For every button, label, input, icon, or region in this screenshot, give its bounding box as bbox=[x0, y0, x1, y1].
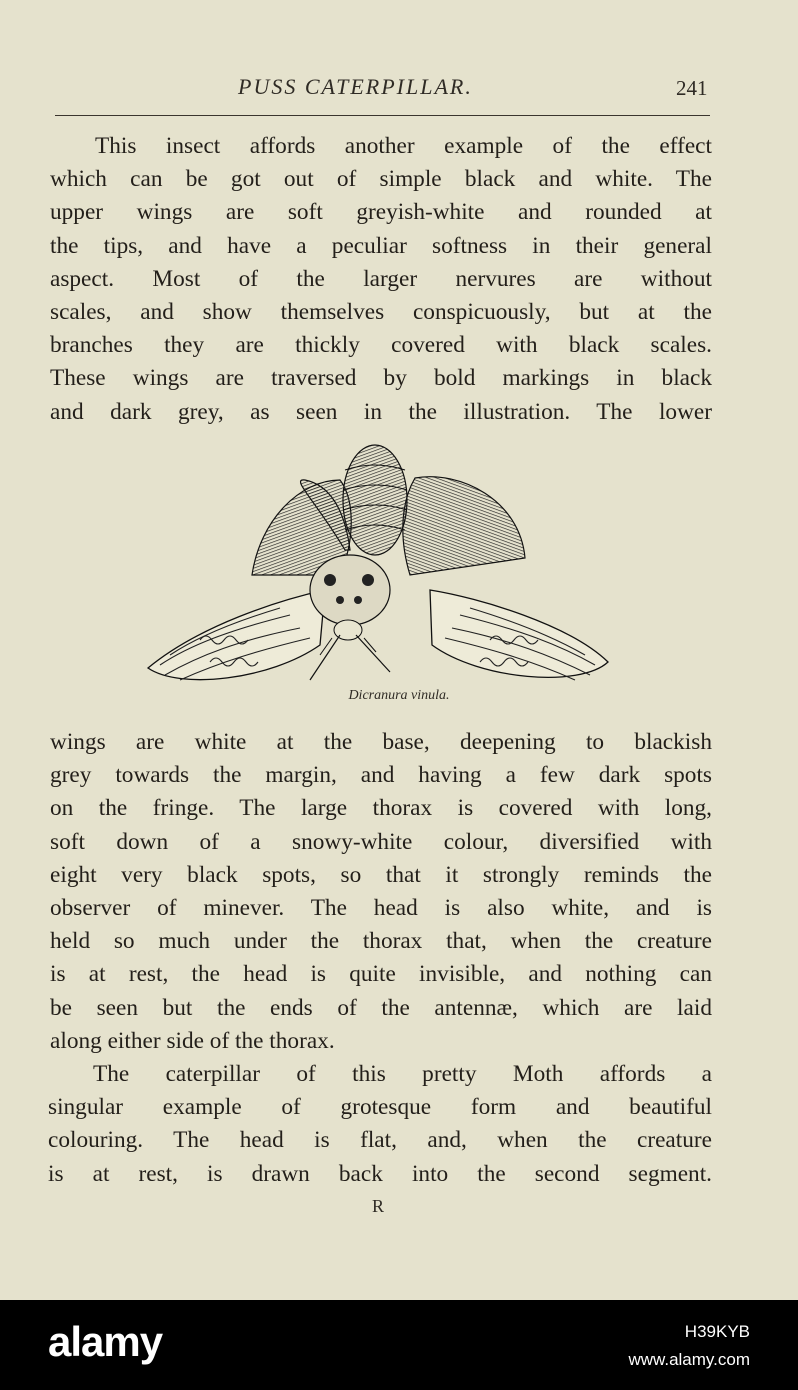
text-line: This insect affords another example of the effect bbox=[95, 133, 712, 159]
text-line: on the fringe. The large thorax is covered with long, bbox=[50, 795, 712, 822]
page-number: 241 bbox=[676, 76, 708, 100]
text-line: be seen but the ends of the antennæ, which are laid bbox=[50, 994, 712, 1021]
text-line: branches they are thickly covered with black scales. bbox=[50, 332, 712, 359]
text-line: is at rest, the head is quite invisible, and nothing can bbox=[50, 961, 712, 988]
text-line: held so much under the thorax that, when the creature bbox=[50, 928, 712, 955]
figure-caption bbox=[0, 688, 798, 704]
paragraph-1 bbox=[50, 130, 712, 429]
image-id: H39KYB bbox=[684, 1322, 750, 1341]
text-line: is at rest, is drawn back into the second segment. bbox=[48, 1160, 712, 1187]
text-line: upper wings are soft greyish-white and rounded at bbox=[50, 199, 712, 226]
text-line: which can be got out of simple black and white. The bbox=[50, 166, 712, 193]
paragraph-3 bbox=[48, 1058, 712, 1191]
text-line: soft down of a snowy-white colour, diversified with bbox=[50, 828, 712, 855]
text-line: and dark grey, as seen in the illustration. The lower bbox=[50, 398, 712, 425]
moth-illustration bbox=[140, 440, 616, 690]
text-line: observer of minever. The head is also white, and is bbox=[50, 894, 712, 921]
text-line: These wings are traversed by bold markings in black bbox=[50, 365, 712, 392]
text-line: singular example of grotesque form and beautiful bbox=[48, 1094, 712, 1121]
text-line: The caterpillar of this pretty Moth affords a bbox=[93, 1061, 712, 1087]
watermark-footer bbox=[0, 1300, 798, 1390]
paragraph-2 bbox=[50, 726, 712, 1058]
running-head bbox=[0, 74, 798, 104]
text-line: along either side of the thorax. bbox=[50, 1027, 335, 1054]
running-title: PUSS CATERPILLAR. bbox=[238, 74, 473, 99]
signature-mark: R bbox=[372, 1196, 385, 1216]
text-line: wings are white at the base, deepening to blackish bbox=[50, 729, 712, 755]
text-line: the tips, and have a peculiar softness in their general bbox=[50, 232, 712, 259]
text-line: eight very black spots, so that it strongly reminds the bbox=[50, 861, 712, 888]
header-rule bbox=[55, 115, 710, 116]
text-line: aspect. Most of the larger nervures are without bbox=[50, 265, 712, 292]
caption-text: Dicranura vinula. bbox=[348, 688, 450, 703]
text-line: grey towards the margin, and having a few dark spots bbox=[50, 762, 712, 789]
text-line: colouring. The head is flat, and, when the creature bbox=[48, 1127, 712, 1154]
alamy-logo: alamy bbox=[48, 1318, 163, 1365]
text-line: scales, and show themselves conspicuously, but at the bbox=[50, 298, 712, 325]
footer-url: www.alamy.com bbox=[628, 1350, 750, 1369]
